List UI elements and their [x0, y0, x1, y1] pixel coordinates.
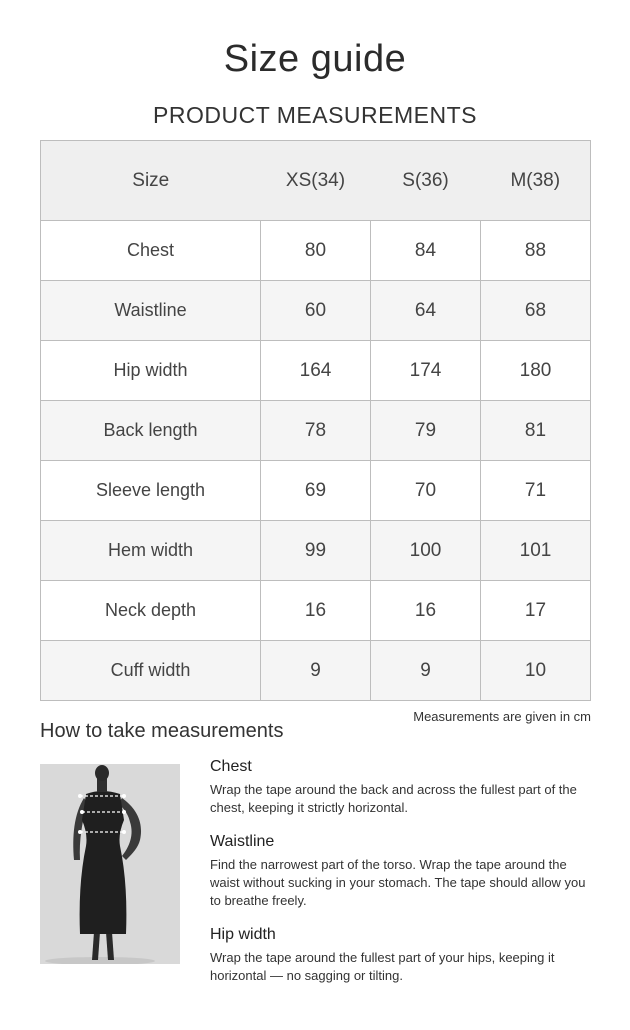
table-row — [41, 221, 591, 281]
table-cell: 10 — [481, 641, 591, 701]
table-cell: 100 — [371, 521, 481, 581]
row-label: Chest — [41, 221, 261, 281]
table-cell: 9 — [261, 641, 371, 701]
step-text: Wrap the tape around the fullest part of your hips, keeping it horizontal — no sagging or tilting. — [210, 950, 555, 983]
page-title: Size guide — [223, 38, 407, 80]
row-label: Back length — [41, 401, 261, 461]
table-cell: 80 — [261, 221, 371, 281]
howto-heading: How to take measurements — [40, 720, 284, 742]
row-label: Neck depth — [41, 581, 261, 641]
size-table — [40, 140, 591, 701]
row-label: Hem width — [41, 521, 261, 581]
table-cell: 16 — [371, 581, 481, 641]
units-note: Measurements are given in cm — [413, 709, 591, 724]
step-title: Hip width — [210, 926, 276, 943]
table-cell: 81 — [481, 401, 591, 461]
table-cell: 9 — [371, 641, 481, 701]
model-figure-image — [40, 764, 180, 964]
header-size: Size — [41, 141, 261, 221]
step-hip-width — [210, 926, 595, 985]
table-row — [41, 461, 591, 521]
table-cell: 17 — [481, 581, 591, 641]
table-header-row — [41, 141, 591, 221]
table-cell: 78 — [261, 401, 371, 461]
header-s: S(36) — [371, 141, 481, 221]
table-cell: 79 — [371, 401, 481, 461]
table-cell: 69 — [261, 461, 371, 521]
step-waistline — [210, 833, 595, 910]
table-row — [41, 341, 591, 401]
table-cell: 64 — [371, 281, 481, 341]
table-cell: 70 — [371, 461, 481, 521]
row-label: Hip width — [41, 341, 261, 401]
step-chest — [210, 758, 595, 817]
table-cell: 71 — [481, 461, 591, 521]
table-cell: 174 — [371, 341, 481, 401]
step-title: Chest — [210, 758, 252, 775]
measurement-steps — [210, 758, 595, 1001]
table-row — [41, 581, 591, 641]
table-cell: 101 — [481, 521, 591, 581]
step-text: Find the narrowest part of the torso. Wrap the tape around the waist without sucking in your stomach. The tape should allow you to breathe freely. — [210, 857, 586, 908]
header-xs: XS(34) — [261, 141, 371, 221]
table-cell: 99 — [261, 521, 371, 581]
row-label: Sleeve length — [41, 461, 261, 521]
header-m: M(38) — [481, 141, 591, 221]
section-subtitle: PRODUCT MEASUREMENTS — [153, 102, 477, 128]
table-cell: 60 — [261, 281, 371, 341]
table-cell: 16 — [261, 581, 371, 641]
table-row — [41, 281, 591, 341]
table-row — [41, 401, 591, 461]
table-cell: 180 — [481, 341, 591, 401]
row-label: Waistline — [41, 281, 261, 341]
step-text: Wrap the tape around the back and across the fullest part of the chest, keeping it strictly horizontal. — [210, 782, 577, 815]
table-cell: 88 — [481, 221, 591, 281]
step-title: Waistline — [210, 833, 275, 850]
table-cell: 164 — [261, 341, 371, 401]
table-cell: 84 — [371, 221, 481, 281]
table-row — [41, 521, 591, 581]
row-label: Cuff width — [41, 641, 261, 701]
table-cell: 68 — [481, 281, 591, 341]
table-row — [41, 641, 591, 701]
dress-silhouette-icon — [40, 764, 180, 964]
